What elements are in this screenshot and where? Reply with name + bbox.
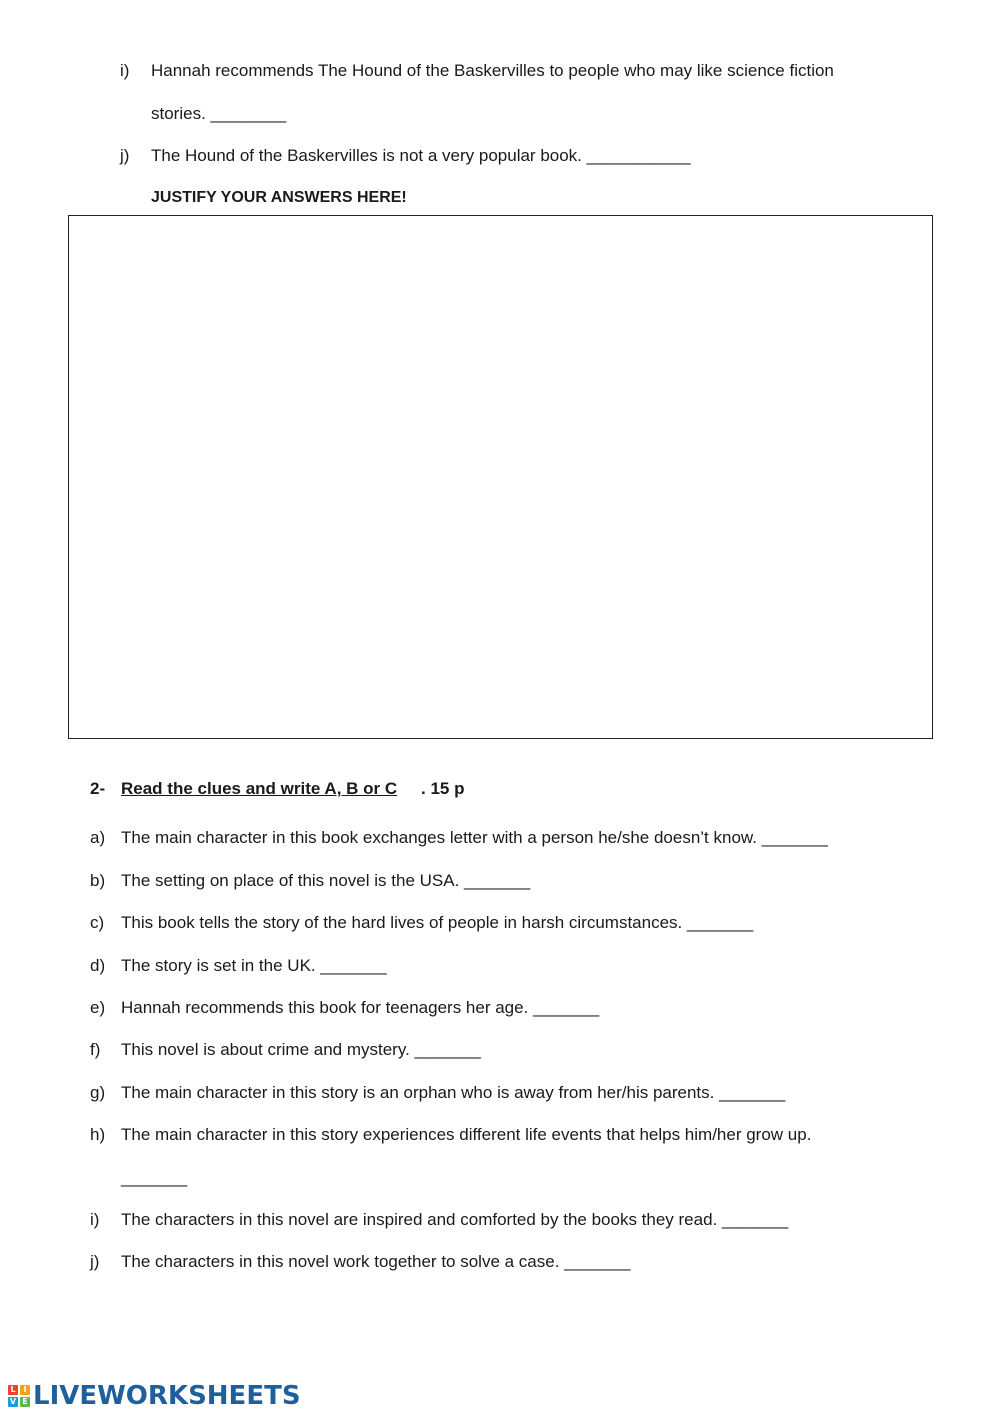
clue-j-text: The characters in this novel work together to solve a case. _______ bbox=[121, 1252, 631, 1271]
logo-letter-e: E bbox=[20, 1397, 30, 1407]
clue-marker-a: a) bbox=[90, 828, 106, 847]
logo-text: LIVEWORKSHEETS bbox=[33, 1381, 301, 1411]
clue-b-text: The setting on place of this novel is the USA. _______ bbox=[121, 871, 531, 890]
clue-marker-j: j) bbox=[90, 1252, 100, 1271]
item-marker-j: j) bbox=[120, 146, 130, 165]
clue-g-text: The main character in this story is an orphan who is away from her/his parents. _______ bbox=[121, 1083, 786, 1102]
clue-marker-d: d) bbox=[90, 956, 106, 975]
section2-title: Read the clues and write A, B or C bbox=[121, 779, 398, 798]
logo-letter-i: I bbox=[20, 1385, 30, 1395]
clue-a-text: The main character in this book exchanges letter with a person he/she doesn’t know. _______ bbox=[121, 828, 828, 847]
clue-h-line2: _______ bbox=[121, 1168, 188, 1187]
clue-marker-h: h) bbox=[90, 1125, 106, 1144]
liveworksheets-logo bbox=[8, 1381, 301, 1411]
item-j-line1: The Hound of the Baskervilles is not a very popular book. ___________ bbox=[151, 146, 691, 165]
clue-c-text: This book tells the story of the hard lives of people in harsh circumstances. _______ bbox=[121, 913, 754, 932]
clue-marker-b: b) bbox=[90, 871, 106, 890]
clue-marker-i: i) bbox=[90, 1210, 100, 1229]
clue-i-text: The characters in this novel are inspired and comforted by the books they read. _______ bbox=[121, 1210, 789, 1229]
clue-h-text: The main character in this story experiences different life events that helps him/her grow up. bbox=[121, 1125, 812, 1144]
clue-marker-f: f) bbox=[90, 1040, 101, 1059]
justify-answer-box[interactable] bbox=[68, 215, 933, 739]
clue-e-text: Hannah recommends this book for teenagers her age. _______ bbox=[121, 998, 600, 1017]
logo-letter-v: V bbox=[9, 1397, 17, 1406]
logo-letter-l: L bbox=[8, 1385, 18, 1395]
clue-marker-g: g) bbox=[90, 1083, 106, 1102]
clue-d-text: The story is set in the UK. _______ bbox=[121, 956, 387, 975]
section2-number: 2- bbox=[90, 779, 106, 798]
justify-heading: JUSTIFY YOUR ANSWERS HERE! bbox=[151, 189, 407, 206]
section2-heading bbox=[90, 779, 398, 799]
clue-marker-e: e) bbox=[90, 998, 106, 1017]
liveworksheets-logo-icon bbox=[8, 1385, 30, 1407]
clue-marker-c: c) bbox=[90, 913, 105, 932]
section2-points: . 15 p bbox=[421, 779, 465, 798]
item-i-line2: stories. ________ bbox=[151, 104, 287, 123]
item-marker-i: i) bbox=[120, 61, 130, 80]
item-i-line1: Hannah recommends The Hound of the Baskervilles to people who may like science fiction bbox=[151, 61, 834, 80]
clue-f-text: This novel is about crime and mystery. _______ bbox=[121, 1040, 481, 1059]
